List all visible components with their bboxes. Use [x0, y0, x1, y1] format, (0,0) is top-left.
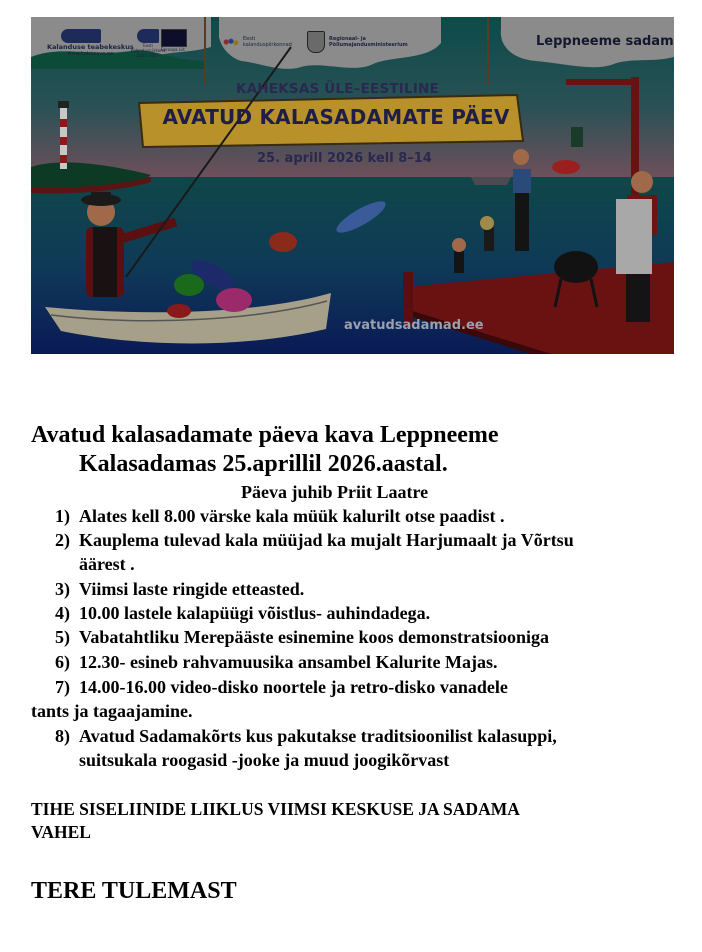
sponsor-logo-kalanduspiirkond: Eesti Kalanduspiirkond 2021–2027: [128, 29, 168, 58]
transport-notice-line-2: VAHEL: [31, 822, 91, 842]
event-banner: [31, 17, 674, 354]
banner-title: AVATUD KALASADAMATE PÄEV: [162, 105, 510, 129]
banner-website: avatudsadamad.ee: [344, 318, 484, 333]
sponsor-logo-kalanduse-teabekeskus: Kalanduse teabekeskus www.kalateave.ee: [47, 29, 134, 57]
eu-flag-icon: [161, 29, 187, 47]
host-line: Päeva juhib Priit Laatre: [241, 482, 429, 502]
harbor-name: Leppneeme sadam: [536, 34, 674, 49]
sponsor-logo-ministeerium: Regionaal- ja Põllumajandusministeerium: [307, 31, 401, 53]
document-title-line-1: Avatud kalasadamate päeva kava Leppneeme: [31, 422, 499, 448]
welcome-text: TERE TULEMAST: [31, 878, 237, 904]
coat-of-arms-icon: [307, 31, 325, 53]
banner-kicker: KAHEKSAS ÜLE–EESTILINE: [236, 81, 439, 97]
sponsor-logo-eesti-kalanduspiirkonnad: Eesti kalanduspiirkonnad: [223, 36, 291, 48]
sponsor-logo-euroopa-liit: Euroopa Liit: [161, 29, 187, 52]
fish-logo-icon: [61, 29, 101, 43]
dots-logo-icon: [223, 38, 239, 46]
fish-logo-icon: [137, 29, 159, 43]
banner-illustration: [31, 17, 674, 354]
banner-date: 25. aprill 2026 kell 8–14: [257, 151, 432, 166]
transport-notice-line-1: TIHE SISELIINIDE LIIKLUS VIIMSI KESKUSE JA SADAMA: [31, 799, 520, 819]
document-title-line-2: Kalasadamas 25.aprillil 2026.aastal.: [79, 451, 448, 477]
